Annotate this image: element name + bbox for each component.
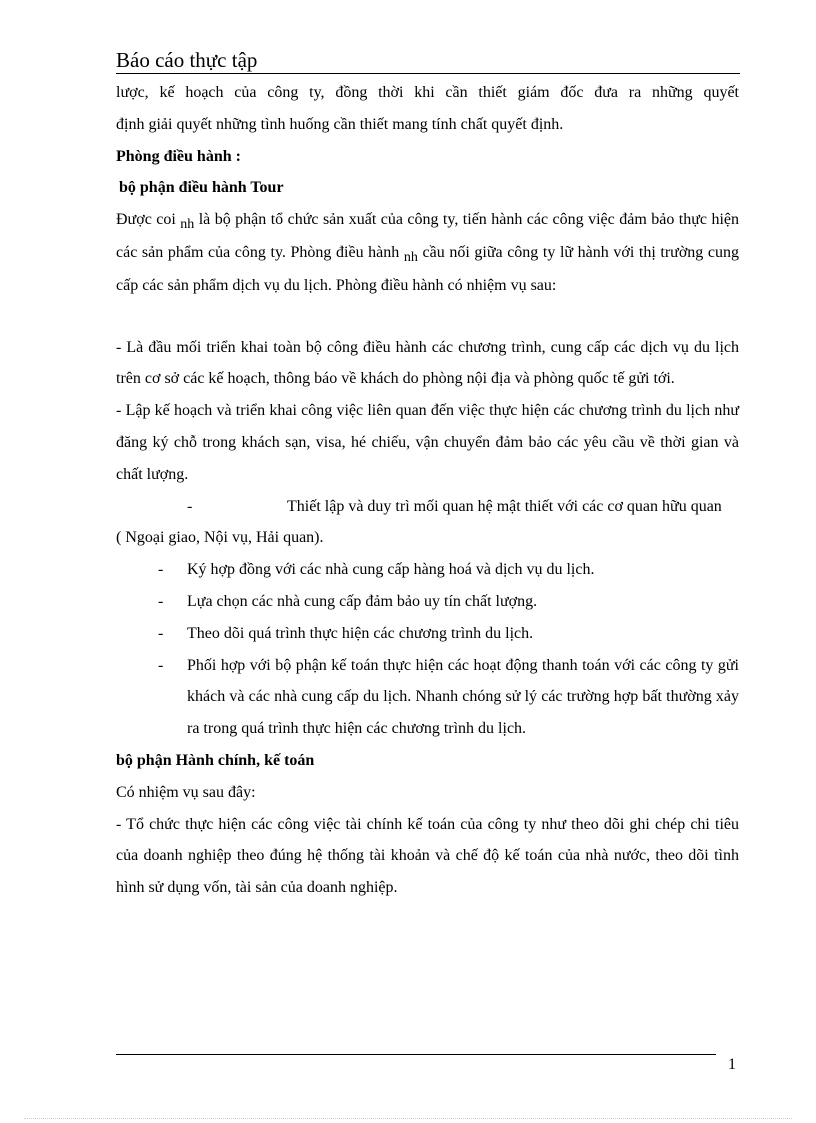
intro-line-2: định giải quyết những tình huống cần thiết mang tính chất quyết định. <box>116 115 564 133</box>
list-item-6-text: Theo dõi quá trình thực hiện các chương trình du lịch. <box>187 624 534 642</box>
dash-marker: - <box>158 656 164 674</box>
dash-marker: - <box>158 561 164 579</box>
list-item-1: - Là đầu mối triển khai toàn bộ công điều hành các chương trình, cung cấp các dịch vụ du lịch trên cơ sở các kế hoạch, thông báo về khách do phòng nội địa và phòng quốc tế gửi tới. <box>116 338 739 388</box>
para1-subscript-2: nh <box>403 249 418 265</box>
para1-text-b: là bộ phận tổ chức sản xuất của công ty, tiến hành các công việc đảm bảo thực hiện các sản phẩm của công ty. Phòng điều hành <box>116 211 739 261</box>
intro-line-1: lược, kế hoạch của công ty, đồng thời khi cần thiết giám đốc đưa ra những quyết <box>116 84 739 101</box>
subsection-heading-ke-toan: bộ phận Hành chính, kế toán <box>116 751 315 769</box>
paragraph-duties-intro: Có nhiệm vụ sau đây: <box>116 783 256 801</box>
list-item-7 <box>116 650 739 745</box>
list-item-4 <box>116 554 739 586</box>
list-item-3 <box>116 491 739 523</box>
paragraph-tour-description <box>116 204 739 301</box>
page-header-title: Báo cáo thực tập <box>116 48 258 72</box>
list-item-3-continuation: ( Ngoại giao, Nội vụ, Hải quan). <box>116 529 324 547</box>
para1-text-a: Được coi <box>116 211 181 229</box>
paragraph-gap <box>116 302 739 332</box>
dash-marker: - <box>158 592 164 610</box>
list-item-8: - Tổ chức thực hiện các công việc tài chính kế toán của công ty như theo dõi ghi chép chi tiêu của doanh nghiệp theo đúng hệ thống tài khoản và chế độ kế toán của nhà nước, theo dõi tình hình sử dụng vốn, tài sản của doanh nghiệp. <box>116 815 739 897</box>
list-item-5-text: Lựa chọn các nhà cung cấp đảm bảo uy tín chất lượng. <box>187 592 538 610</box>
page-number: 1 <box>728 1056 736 1073</box>
footer-rule <box>116 1054 716 1055</box>
para1-subscript-1: nh <box>180 217 195 233</box>
list-item-7-text: Phối hợp với bộ phận kế toán thực hiện các hoạt động thanh toán với các công ty gửi khách và các nhà cung cấp du lịch. Nhanh chóng sử lý các trường hợp bất thường xảy ra trong quá trình thực hiện các chương trình du lịch. <box>187 656 739 738</box>
list-item-3-lead: Thiết lập và duy trì mối quan hệ mật thiết với các cơ quan hữu quan <box>287 497 722 515</box>
dash-marker: - <box>158 624 164 642</box>
document-body <box>116 77 739 904</box>
page-bottom-border <box>24 1118 792 1119</box>
section-heading-dieu-hanh: Phòng điều hành : <box>116 147 241 165</box>
dash-marker: - <box>187 497 193 515</box>
list-item-4-text: Ký hợp đồng với các nhà cung cấp hàng hoá và dịch vụ du lịch. <box>187 561 595 579</box>
list-item-2: - Lập kế hoạch và triển khai công việc liên quan đến việc thực hiện các chương trình du lịch như đăng ký chỗ trong khách sạn, visa, hé chiếu, vận chuyển đảm bảo các yêu cầu về thời gian và chất lượng. <box>116 402 739 483</box>
list-item-6 <box>116 618 739 650</box>
para1-text-c: cầu nối giữa công ty lữ hành với thị trường cung cấp các sản phẩm dịch vụ du lịch. Phòng điều hành có nhiệm vụ sau: <box>116 243 740 294</box>
subsection-heading-tour: bộ phận điều hành Tour <box>119 179 284 197</box>
header-rule <box>116 73 740 74</box>
list-item-5 <box>116 586 739 618</box>
